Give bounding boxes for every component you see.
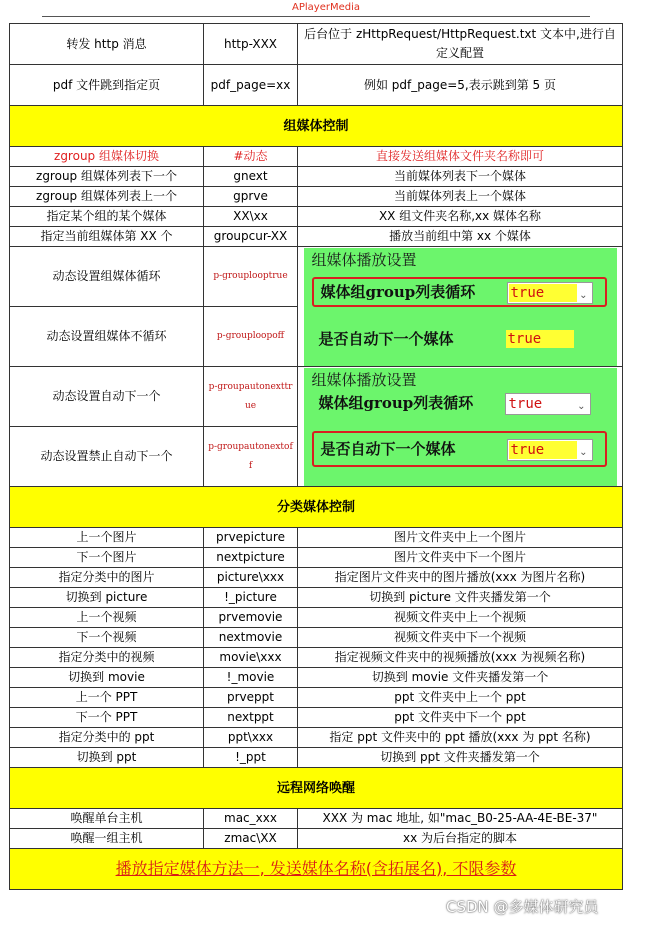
command-desc: xx 为后台指定的脚本 xyxy=(298,829,623,849)
command-code: nextppt xyxy=(204,708,298,728)
command-desc: 指定 ppt 文件夹中的 ppt 播放(xxx 为 ppt 名称) xyxy=(298,728,623,748)
table-row xyxy=(10,648,623,668)
command-desc: 图片文件夹中上一个图片 xyxy=(298,528,623,548)
command-desc: 例如 pdf_page=5,表示跳到第 5 页 xyxy=(298,65,623,106)
command-desc: 视频文件夹中上一个视频 xyxy=(298,608,623,628)
table-row xyxy=(10,207,623,227)
command-name: zgroup 组媒体列表下一个 xyxy=(10,167,204,187)
table-row xyxy=(10,829,623,849)
settings-screenshot-cell xyxy=(298,247,623,367)
command-table xyxy=(9,23,623,890)
command-desc: 直接发送组媒体文件夹名称即可 xyxy=(298,147,623,167)
command-name: 唤醒一组主机 xyxy=(10,829,204,849)
footer-heading: 播放指定媒体方法一, 发送媒体名称(含拓展名), 不限参数 xyxy=(115,858,517,878)
command-name: 指定分类中的 ppt xyxy=(10,728,204,748)
command-name: 切换到 ppt xyxy=(10,748,204,768)
section-row xyxy=(10,106,623,147)
command-code: http-XXX xyxy=(204,24,298,65)
command-code: gprve xyxy=(204,187,298,207)
command-name: 动态设置组媒体不循环 xyxy=(10,307,204,367)
command-code: #动态 xyxy=(204,147,298,167)
loop-setting-row xyxy=(312,390,607,420)
table-row xyxy=(10,247,623,307)
command-name: 上一个 PPT xyxy=(10,688,204,708)
panel-title: 组媒体播放设置 xyxy=(311,370,417,389)
command-name: pdf 文件跳到指定页 xyxy=(10,65,204,106)
command-desc: 播放当前组中第 xx 个媒体 xyxy=(298,227,623,247)
command-name: 指定分类中的视频 xyxy=(10,648,204,668)
command-name: 动态设置组媒体循环 xyxy=(10,247,204,307)
footer-row xyxy=(10,849,623,890)
command-desc: 当前媒体列表下一个媒体 xyxy=(298,167,623,187)
auto-next-select-value: true xyxy=(506,330,574,348)
command-code: nextpicture xyxy=(204,548,298,568)
table-row xyxy=(10,367,623,427)
table-row xyxy=(10,147,623,167)
table-row xyxy=(10,528,623,548)
header-title: APlayerMedia xyxy=(292,2,360,13)
table-row xyxy=(10,167,623,187)
command-name: zgroup 组媒体列表上一个 xyxy=(10,187,204,207)
section-title-category: 分类媒体控制 xyxy=(10,487,623,528)
command-code: mac_xxx xyxy=(204,809,298,829)
section-title-wake: 远程网络唤醒 xyxy=(10,768,623,809)
command-code: !_movie xyxy=(204,668,298,688)
table-row xyxy=(10,24,623,65)
section-row xyxy=(10,487,623,528)
command-code: p-grouplooptrue xyxy=(204,247,298,307)
footer-cell xyxy=(10,849,623,890)
command-code: prvemovie xyxy=(204,608,298,628)
auto-next-setting-row xyxy=(312,326,607,356)
command-desc: 指定图片文件夹中的图片播放(xxx 为图片名称) xyxy=(298,568,623,588)
command-desc: XXX 为 mac 地址, 如"mac_B0-25-AA-4E-BE-37" xyxy=(298,809,623,829)
command-code: p-groupautonexttrue xyxy=(204,367,298,427)
auto-next-setting-label: 是否自动下一个媒体 xyxy=(320,439,456,458)
command-name: 下一个 PPT xyxy=(10,708,204,728)
settings-screenshot-cell xyxy=(298,367,623,487)
command-code: prveppt xyxy=(204,688,298,708)
command-code: groupcur-XX xyxy=(204,227,298,247)
command-code: p-grouploopoff xyxy=(204,307,298,367)
command-desc: 后台位于 zHttpRequest/HttpRequest.txt 文本中,进行自定义配置 xyxy=(298,24,623,65)
command-desc: 切换到 picture 文件夹播发第一个 xyxy=(298,588,623,608)
table-row xyxy=(10,809,623,829)
command-name: zgroup 组媒体切换 xyxy=(10,147,204,167)
command-name: 动态设置自动下一个 xyxy=(10,367,204,427)
command-code: XX\xx xyxy=(204,207,298,227)
panel-title: 组媒体播放设置 xyxy=(311,250,417,269)
table-row xyxy=(10,688,623,708)
table-row xyxy=(10,568,623,588)
command-desc: 当前媒体列表上一个媒体 xyxy=(298,187,623,207)
command-name: 上一个视频 xyxy=(10,608,204,628)
command-name: 指定当前组媒体第 XX 个 xyxy=(10,227,204,247)
command-code: zmac\XX xyxy=(204,829,298,849)
chevron-down-icon: ⌄ xyxy=(579,289,588,301)
command-name: 指定某个组的某个媒体 xyxy=(10,207,204,227)
table-row xyxy=(10,668,623,688)
loop-select-value: true xyxy=(509,284,577,302)
command-name: 转发 http 消息 xyxy=(10,24,204,65)
command-name: 切换到 picture xyxy=(10,588,204,608)
command-code: pdf_page=xx xyxy=(204,65,298,106)
command-name: 指定分类中的图片 xyxy=(10,568,204,588)
table-row xyxy=(10,588,623,608)
auto-next-select-value: true xyxy=(509,441,577,459)
command-name: 下一个图片 xyxy=(10,548,204,568)
chevron-down-icon: ⌄ xyxy=(577,400,586,412)
command-desc: 切换到 movie 文件夹播发第一个 xyxy=(298,668,623,688)
table-row xyxy=(10,708,623,728)
watermark: CSDN @多媒体研究员 xyxy=(446,898,599,916)
command-desc: 图片文件夹中下一个图片 xyxy=(298,548,623,568)
command-desc: ppt 文件夹中上一个 ppt xyxy=(298,688,623,708)
command-name: 唤醒单台主机 xyxy=(10,809,204,829)
section-row xyxy=(10,768,623,809)
group-play-settings-panel xyxy=(304,248,617,366)
loop-select[interactable] xyxy=(507,282,593,304)
table-row xyxy=(10,548,623,568)
command-code: !_ppt xyxy=(204,748,298,768)
auto-next-setting-row xyxy=(312,431,607,467)
header-divider xyxy=(42,16,590,17)
command-desc: 切换到 ppt 文件夹播发第一个 xyxy=(298,748,623,768)
command-name: 动态设置禁止自动下一个 xyxy=(10,427,204,487)
table-row xyxy=(10,728,623,748)
auto-next-setting-label: 是否自动下一个媒体 xyxy=(318,329,454,348)
table-row xyxy=(10,748,623,768)
command-code: picture\xxx xyxy=(204,568,298,588)
section-title-group: 组媒体控制 xyxy=(10,106,623,147)
command-name: 上一个图片 xyxy=(10,528,204,548)
loop-select-value: true xyxy=(507,395,575,413)
table-row xyxy=(10,628,623,648)
command-desc: 视频文件夹中下一个视频 xyxy=(298,628,623,648)
table-row xyxy=(10,608,623,628)
table-row xyxy=(10,187,623,207)
table-row xyxy=(10,65,623,106)
command-code: p-groupautonextoff xyxy=(204,427,298,487)
command-code: movie\xxx xyxy=(204,648,298,668)
chevron-down-icon: ⌄ xyxy=(579,446,588,458)
loop-setting-label: 媒体组group列表循环 xyxy=(320,282,476,301)
loop-select[interactable] xyxy=(505,393,591,415)
command-code: gnext xyxy=(204,167,298,187)
loop-setting-row xyxy=(312,277,607,307)
command-code: prvepicture xyxy=(204,528,298,548)
command-desc: ppt 文件夹中下一个 ppt xyxy=(298,708,623,728)
group-play-settings-panel xyxy=(304,368,617,486)
command-desc: 指定视频文件夹中的视频播放(xxx 为视频名称) xyxy=(298,648,623,668)
command-code: nextmovie xyxy=(204,628,298,648)
auto-next-select[interactable] xyxy=(507,439,593,461)
command-code: !_picture xyxy=(204,588,298,608)
command-name: 切换到 movie xyxy=(10,668,204,688)
table-row xyxy=(10,227,623,247)
command-name: 下一个视频 xyxy=(10,628,204,648)
auto-next-select[interactable] xyxy=(505,329,591,351)
command-code: ppt\xxx xyxy=(204,728,298,748)
loop-setting-label: 媒体组group列表循环 xyxy=(318,393,474,412)
command-desc: XX 组文件夹名称,xx 媒体名称 xyxy=(298,207,623,227)
